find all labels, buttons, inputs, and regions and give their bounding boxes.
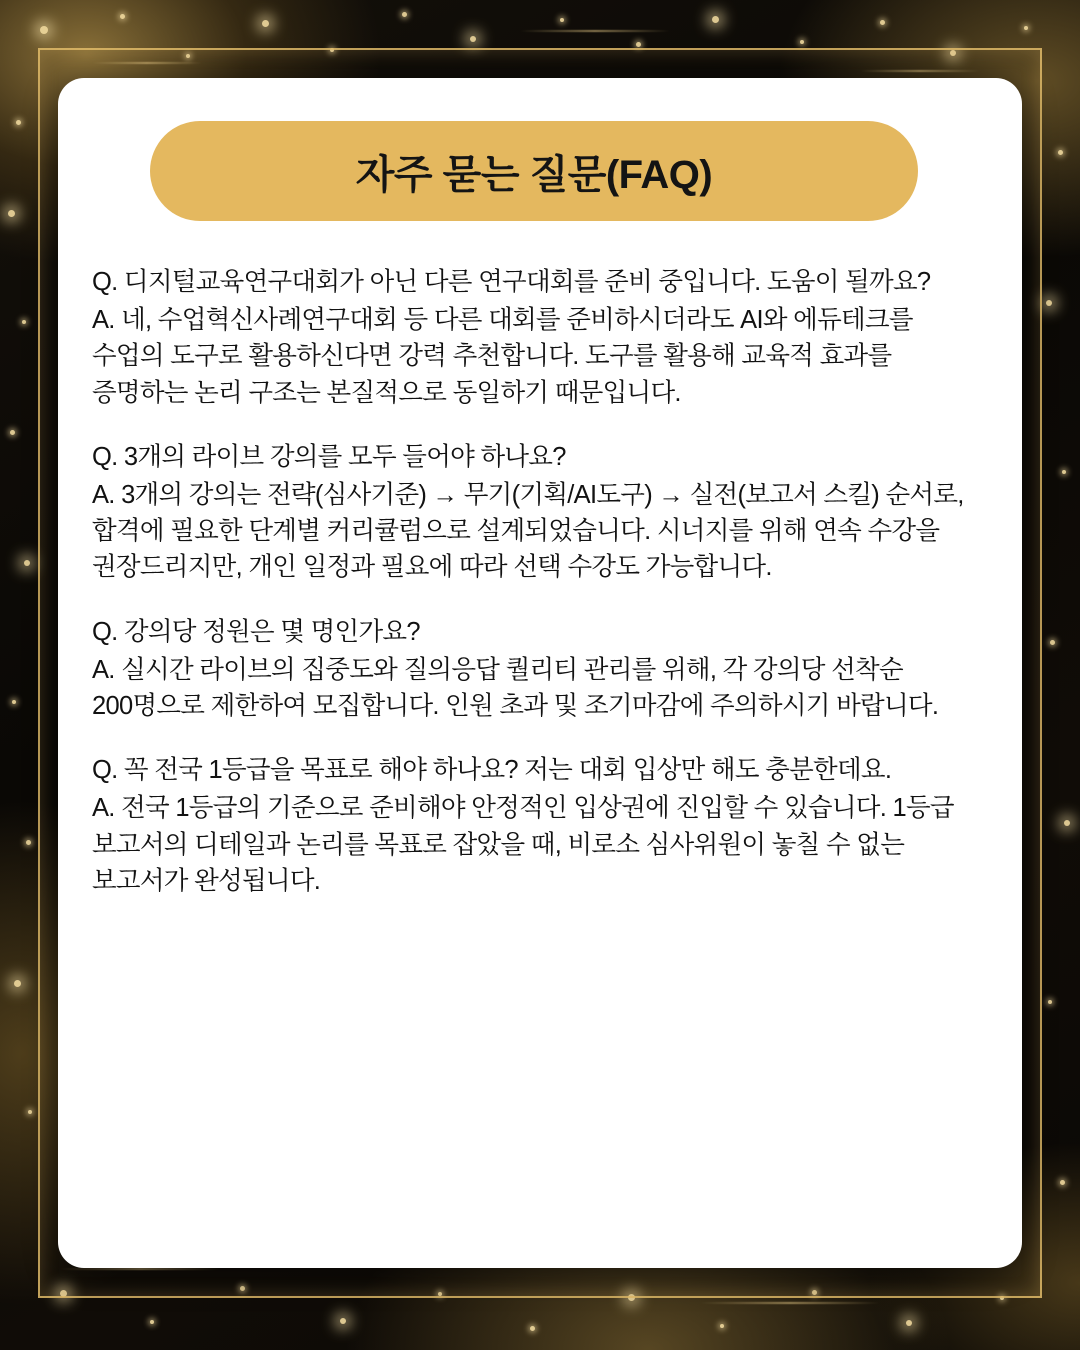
faq-item (92, 614, 988, 725)
faq-question: Q. 디지털교육연구대회가 아닌 다른 연구대회를 준비 중입니다. 도움이 될까요? (92, 268, 931, 296)
faq-question: Q. 3개의 라이브 강의를 모두 들어야 하나요? (92, 442, 566, 471)
faq-item (92, 264, 988, 411)
faq-question: Q. 꼭 전국 1등급을 목표로 해야 하나요? 저는 대회 입상만 해도 충분한데요. (92, 756, 892, 785)
faq-item (92, 752, 988, 899)
faq-item (92, 439, 988, 586)
page-title: 자주 묻는 질문(FAQ) (355, 152, 713, 197)
page-title-pill (150, 121, 918, 221)
faq-list (92, 264, 988, 901)
faq-answer: A. 네, 수업혁신사례연구대회 등 다른 대회를 준비하시더라도 AI와 에듀테크를 수업의 도구로 활용하신다면 강력 추천합니다. 도구를 활용해 교육적 효과를 증명하는 논리 구조는 본질적으로 동일하기 때문입니다. (92, 306, 913, 407)
faq-answer: A. 실시간 라이브의 집중도와 질의응답 퀄리티 관리를 위해, 각 강의당 선착순 200명으로 제한하여 모집합니다. 인원 초과 및 조기마감에 주의하시기 바랍니다. (92, 655, 939, 721)
faq-answer: A. 3개의 강의는 전략(심사기준) → 무기(기획/AI도구) → 실전(보고서 스킬) 순서로, 합격에 필요한 단계별 커리큘럼으로 설계되었습니다. 시너지를 위해 연속 수강을 권장드리지만, 개인 일정과 필요에 따라 선택 수강도 가능합니다. (92, 481, 964, 582)
faq-card (58, 78, 1022, 1268)
faq-answer: A. 전국 1등급의 기준으로 준비해야 안정적인 입상권에 진입할 수 있습니다. 1등급 보고서의 디테일과 논리를 목표로 잡았을 때, 비로소 심사위원이 놓칠 수 없는 보고서가 완성됩니다. (92, 794, 954, 895)
faq-question: Q. 강의당 정원은 몇 명인가요? (92, 617, 420, 646)
